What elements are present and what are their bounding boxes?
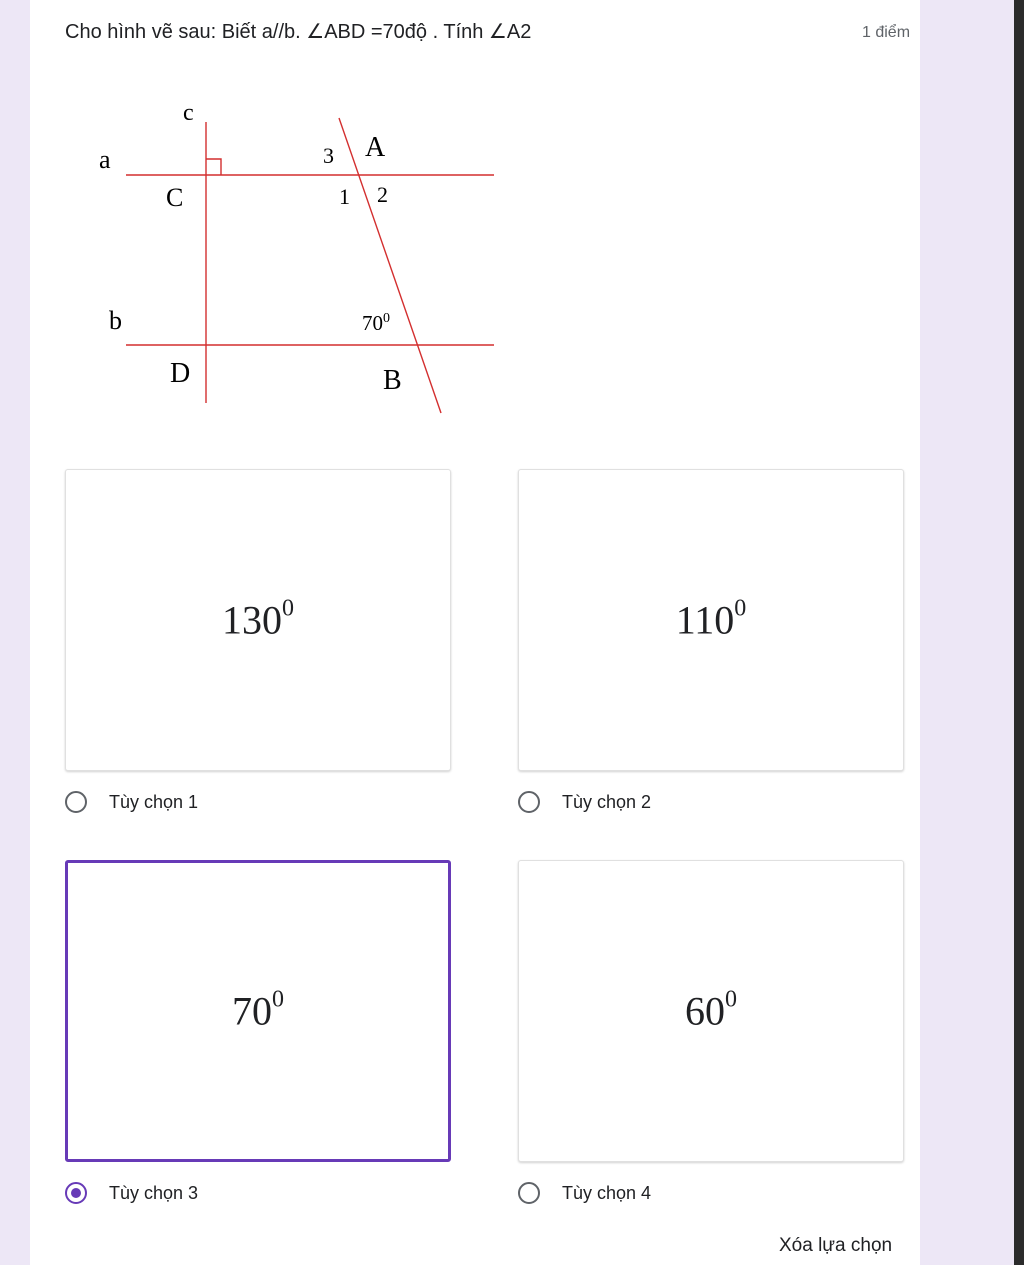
label-2: 2 [377, 182, 388, 207]
option-1-row[interactable] [65, 791, 198, 813]
page-background [0, 0, 30, 1265]
label-B: B [383, 365, 402, 396]
option-2-value-text: $110^0$ [675, 595, 747, 643]
label-3: 3 [323, 143, 334, 168]
option-2-row[interactable] [518, 791, 651, 813]
option-1-image[interactable] [65, 469, 451, 771]
option-2-radio[interactable] [518, 791, 540, 813]
option-2-label: Tùy chọn 2 [562, 791, 652, 812]
option-1-label: Tùy chọn 1 [109, 791, 199, 812]
window-edge [1014, 0, 1024, 1265]
label-1: 1 [339, 184, 350, 209]
option-4-label: Tùy chọn 4 [562, 1182, 652, 1203]
option-1-radio[interactable] [65, 791, 87, 813]
option-3-radio[interactable] [65, 1182, 87, 1204]
label-b: b [109, 306, 122, 335]
angle-B-value: 70 [362, 311, 383, 335]
right-angle-mark [206, 159, 221, 175]
clear-selection-button[interactable]: Xóa lựa chọn [779, 1235, 893, 1256]
label-a: a [99, 145, 111, 174]
question-title: Cho hình vẽ sau: Biết a//b. ∠ABD =70độ . Tính ∠A2 [65, 21, 532, 43]
label-C: C [166, 183, 184, 212]
option-3-image[interactable] [65, 860, 451, 1162]
label-c: c [183, 100, 194, 126]
option-3-row[interactable] [65, 1182, 198, 1204]
label-D: D [170, 358, 191, 389]
label-70 [362, 311, 390, 335]
option-2-image[interactable] [518, 469, 904, 771]
geometry-figure [60, 90, 520, 430]
option-4-image[interactable] [518, 860, 904, 1162]
option-4-value-text: $60^0$ [685, 986, 737, 1034]
option-4-row[interactable] [518, 1182, 651, 1204]
option-3-value-text: $70^0$ [232, 986, 284, 1034]
option-4-radio[interactable] [518, 1182, 540, 1204]
option-3-label: Tùy chọn 3 [109, 1182, 199, 1203]
question-points: 1 điểm [862, 24, 911, 41]
option-1-value-text: $130^0$ [222, 595, 294, 643]
angle-B-degree: 0 [383, 311, 390, 326]
label-A: A [365, 132, 386, 163]
